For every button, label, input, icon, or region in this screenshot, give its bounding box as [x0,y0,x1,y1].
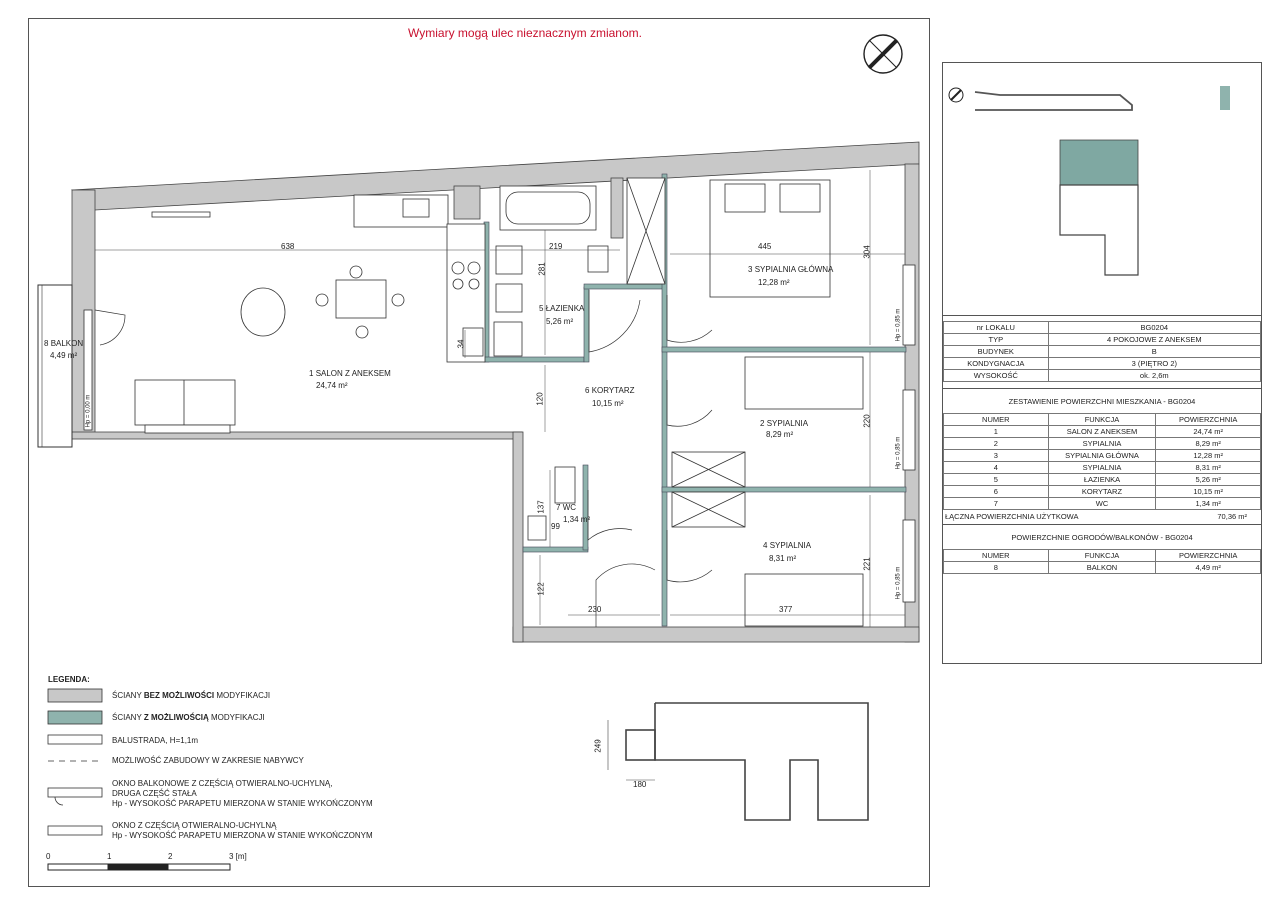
col-header: FUNKCJA [1048,414,1156,426]
legend-window1-line3: Hp - WYSOKOŚĆ PARAPETU MIERZONA W STANIE WYKOŃCZONYM [112,799,373,808]
col-header: POWIERZCHNIA [1156,414,1261,426]
table-cell: SYPIALNIA [1048,438,1156,450]
legend-item-modifiable: ŚCIANY Z MOŻLIWOŚCIĄ MODYFIKACJI [112,713,265,722]
living-furniture [135,195,448,433]
col-header: NUMER [944,550,1049,562]
dim-120: 120 [535,392,545,406]
dim-304: 304 [862,245,872,259]
kitchen [447,224,485,362]
table-cell: 12,28 m² [1156,450,1261,462]
table-cell: 1,34 m² [1156,498,1261,510]
dim-99: 99 [551,522,560,531]
unit-info-row: WYSOKOŚĆ ok. 2,6m [944,370,1261,382]
table-row [944,426,1261,438]
north-arrow-icon [864,35,902,73]
unit-info-table [943,321,1261,382]
legend-window1-line2: DRUGA CZĘŚĆ STAŁA [112,789,197,798]
garden-table [943,549,1261,574]
room-label-salon: 1 SALON Z ANEKSEM [309,369,391,378]
dim-230: 230 [588,605,602,614]
table-cell: 8,31 m² [1156,462,1261,474]
dim-445: 445 [758,242,772,251]
window-note-balcony: Hp = 0,00 m [85,394,92,428]
table-cell: 10,15 m² [1156,486,1261,498]
unit-info-row: TYP 4 POKOJOWE Z ANEKSEM [944,334,1261,346]
table-cell: 5,26 m² [1156,474,1261,486]
room-label-korytarz: 6 KORYTARZ [585,386,635,395]
room-label-sypialnia-4: 4 SYPIALNIA [763,541,812,550]
area-table [943,413,1261,510]
doors [95,290,712,627]
room-area-lazienka: 5,26 m² [546,317,574,326]
room-label-balkon: 8 BALKON [44,339,84,348]
total-value: 70,36 m² [1217,512,1247,521]
legend-title: LEGENDA: [48,675,90,684]
table-cell: SYPIALNIA [1048,462,1156,474]
table-row [944,474,1261,486]
dim-220: 220 [862,414,872,428]
table-row [944,562,1261,574]
scale-1: 1 [107,852,112,861]
total-label: ŁĄCZNA POWIERZCHNIA UŻYTKOWA [945,512,1079,521]
balcony-area [38,285,72,447]
legend-item-buildable: MOŻLIWOŚĆ ZABUDOWY W ZAKRESIE NABYWCY [112,756,304,765]
legend-item-balustrade: BALUSTRADA, H=1,1m [112,736,199,745]
room-area-wc: 1,34 m² [563,515,591,524]
legend-window2-line2: Hp - WYSOKOŚĆ PARAPETU MIERZONA W STANIE WYKOŃCZONYM [112,831,373,840]
room-area-sypialnia-4: 8,31 m² [769,554,797,563]
table-cell: KORYTARZ [1048,486,1156,498]
garden-title: POWIERZCHNIE OGRODÓW/BALKONÓW - BG0204 [1011,533,1193,542]
room-label-sypialnia-glowna: 3 SYPIALNIA GŁÓWNA [748,265,834,274]
table-cell: 7 [944,498,1049,510]
dim-377: 377 [779,605,793,614]
dim-219: 219 [549,242,563,251]
unit-info-row: nr LOKALU BG0204 [944,322,1261,334]
room-label-lazienka: 5 ŁAZIENKA [539,304,585,313]
bathroom-fixtures [494,186,608,356]
key-plan [608,703,868,820]
table-cell: BALKON [1048,562,1156,574]
room-label-sypialnia-2: 2 SYPIALNIA [760,419,809,428]
scale-0: 0 [46,852,51,861]
dim-137: 137 [536,500,546,514]
table-cell: WC [1048,498,1156,510]
room-area-balkon: 4,49 m² [50,351,78,360]
table-cell: 24,74 m² [1156,426,1261,438]
notice-text: Wymiary mogą ulec nieznacznym zmianom. [408,26,642,40]
window-note-3: Hp = 0,85 m [895,566,902,600]
col-header: NUMER [944,414,1049,426]
table-cell: SYPIALNIA GŁÓWNA [1048,450,1156,462]
unit-info-row: BUDYNEK B [944,346,1261,358]
window-note-2: Hp = 0,85 m [895,436,902,470]
legend-window1-line1: OKNO BALKONOWE Z CZĘŚCIĄ OTWIERALNO-UCHYLNĄ, [112,779,333,788]
dim-638: 638 [281,242,295,251]
room-label-wc: 7 WC [556,503,577,512]
table-row [944,450,1261,462]
dim-122: 122 [536,582,546,596]
room-area-salon: 24,74 m² [316,381,348,390]
legend-swatches [48,689,102,835]
scale-bar [48,864,230,870]
table-cell: 5 [944,474,1049,486]
table-cell: 2 [944,438,1049,450]
col-header: POWIERZCHNIA [1156,550,1261,562]
info-panel [942,62,1262,664]
dim-281: 281 [537,262,547,276]
window-note-1: Hp = 0,85 m [895,308,902,342]
table-cell: 1 [944,426,1049,438]
room-area-sypialnia-glowna: 12,28 m² [758,278,790,287]
legend-item-fixed: ŚCIANY BEZ MOŻLIWOŚCI MODYFIKACJI [112,691,271,700]
table-row [944,486,1261,498]
scale-2: 2 [168,852,173,861]
table-cell: 4,49 m² [1156,562,1261,574]
col-header: FUNKCJA [1048,550,1156,562]
legend-window2-line1: OKNO Z CZĘŚCIĄ OTWIERALNO-UCHYLNĄ [112,821,277,830]
table-cell: 3 [944,450,1049,462]
dim-249: 249 [593,739,603,753]
summary-title: ZESTAWIENIE POWIERZCHNI MIESZKANIA - BG0204 [1008,397,1196,406]
table-cell: 4 [944,462,1049,474]
unit-info-row: KONDYGNACJA 3 (PIĘTRO 2) [944,358,1261,370]
room-area-korytarz: 10,15 m² [592,399,624,408]
table-row [944,462,1261,474]
dim-221: 221 [862,557,872,571]
dim-180: 180 [633,780,647,789]
scale-3: 3 [m] [229,852,247,861]
table-cell: SALON Z ANEKSEM [1048,426,1156,438]
table-cell: 8,29 m² [1156,438,1261,450]
table-cell: 6 [944,486,1049,498]
total-row [943,510,1261,522]
table-cell: ŁAZIENKA [1048,474,1156,486]
info-divider [943,315,1261,316]
room-area-sypialnia-2: 8,29 m² [766,430,794,439]
dim-34: 34 [456,339,466,349]
table-row [944,438,1261,450]
table-cell: 8 [944,562,1049,574]
table-row [944,498,1261,510]
